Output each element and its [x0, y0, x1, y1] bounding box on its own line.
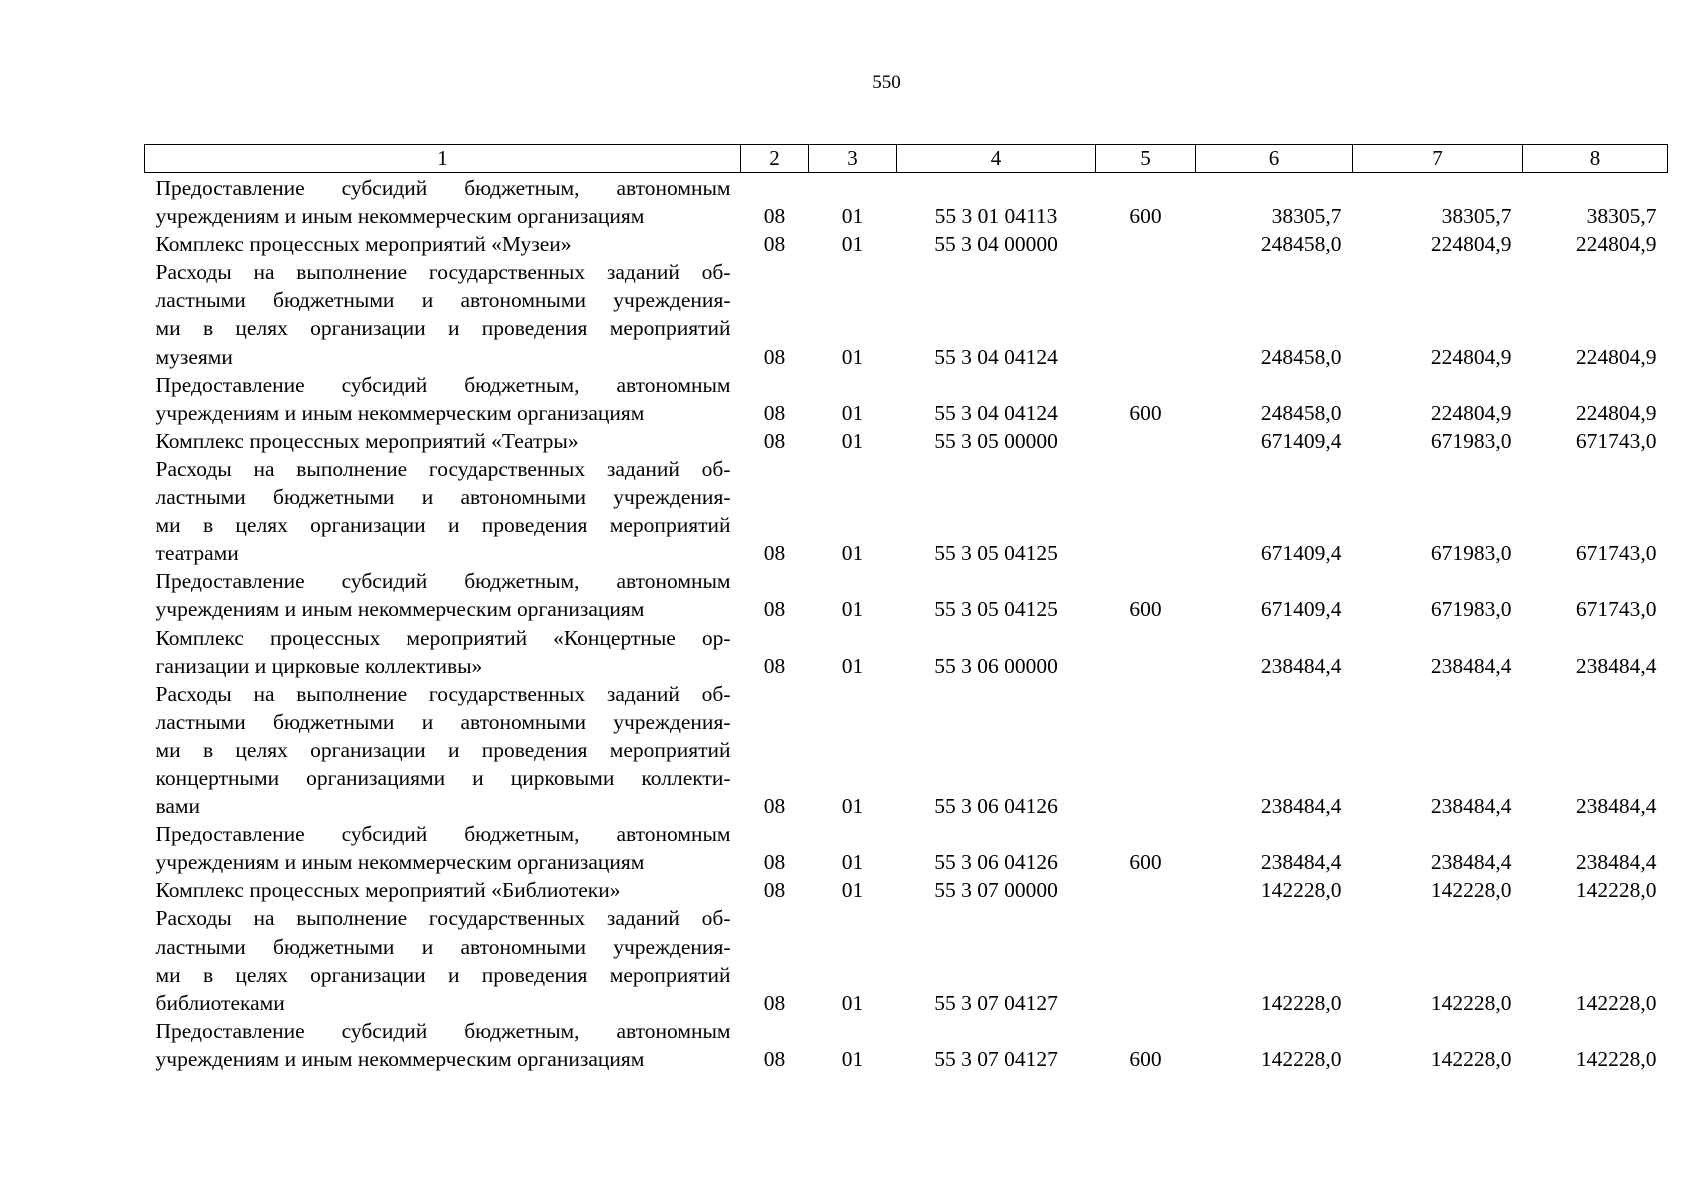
- item-name-line: ластными бюджетными и автономными учреждения-: [155, 709, 731, 734]
- expense-type-cell: [1096, 230, 1196, 258]
- item-name-line: музеями: [155, 344, 233, 369]
- table-row: [145, 904, 1668, 1016]
- amount-year1-cell: 238484,4: [1260, 850, 1342, 875]
- section-code-cell: 08: [763, 597, 786, 622]
- amount-year1-cell: 38305,7: [1271, 204, 1342, 229]
- subsection-code-cell: 01: [841, 794, 864, 819]
- header-col-7: 7: [1353, 145, 1523, 173]
- item-name-line: учреждениям и иным некоммерческим организациям: [155, 850, 645, 875]
- section-code-cell: 08: [763, 204, 786, 229]
- subsection-code-cell: 01: [841, 878, 864, 903]
- amount-year3-cell: 224804,9: [1575, 400, 1657, 425]
- amount-year3-cell: 238484,4: [1575, 794, 1657, 819]
- amount-year3-cell: 671743,0: [1575, 597, 1657, 622]
- amount-year2-cell: 38305,7: [1441, 204, 1512, 229]
- table-row: [145, 1017, 1668, 1073]
- expense-type-cell: 600: [1129, 400, 1162, 425]
- table-row: [145, 567, 1668, 623]
- item-name-line: Расходы на выполнение государственных заданий об-: [155, 456, 731, 481]
- item-name-line: Расходы на выполнение государственных заданий об-: [155, 681, 731, 706]
- item-name-cell: [145, 876, 741, 904]
- expense-type-cell: [1096, 455, 1196, 567]
- item-name-line: ластными бюджетными и автономными учреждения-: [155, 485, 731, 510]
- amount-year2-cell: 142228,0: [1430, 878, 1512, 903]
- header-row: [145, 145, 1668, 173]
- item-name-line: учреждениям и иным некоммерческим организациям: [155, 1046, 645, 1071]
- expense-type-cell: [1096, 904, 1196, 1016]
- item-name-cell: [145, 371, 741, 427]
- section-code-cell: 08: [763, 794, 786, 819]
- table-row: [145, 258, 1668, 370]
- target-article-cell: 55 3 06 00000: [934, 653, 1058, 678]
- subsection-code-cell: 01: [841, 232, 864, 257]
- item-name-cell: [145, 624, 741, 680]
- amount-year2-cell: 671983,0: [1430, 597, 1512, 622]
- budget-table: [144, 144, 1668, 1073]
- item-name-line: Комплекс процессных мероприятий «Библиотеки»: [155, 878, 621, 903]
- amount-year2-cell: 238484,4: [1430, 850, 1512, 875]
- amount-year1-cell: 248458,0: [1260, 232, 1342, 257]
- subsection-code-cell: 01: [841, 990, 864, 1015]
- table-row: [145, 876, 1668, 904]
- amount-year2-cell: 224804,9: [1430, 232, 1512, 257]
- amount-year3-cell: 142228,0: [1575, 878, 1657, 903]
- target-article-cell: 55 3 07 04127: [934, 990, 1058, 1015]
- table-row: [145, 371, 1668, 427]
- subsection-code-cell: 01: [841, 428, 864, 453]
- item-name-line: учреждениям и иным некоммерческим организациям: [155, 597, 645, 622]
- amount-year3-cell: 238484,4: [1575, 850, 1657, 875]
- amount-year3-cell: 142228,0: [1575, 990, 1657, 1015]
- section-code-cell: 08: [763, 878, 786, 903]
- expense-type-cell: [1096, 680, 1196, 820]
- subsection-code-cell: 01: [841, 344, 864, 369]
- item-name-line: ми в целях организации и проведения мероприятий: [155, 737, 731, 762]
- section-code-cell: 08: [763, 653, 786, 678]
- amount-year1-cell: 671409,4: [1260, 428, 1342, 453]
- table-row: [145, 624, 1668, 680]
- header-col-1: 1: [145, 145, 741, 173]
- section-code-cell: 08: [763, 850, 786, 875]
- subsection-code-cell: 01: [841, 400, 864, 425]
- amount-year3-cell: 238484,4: [1575, 653, 1657, 678]
- item-name-line: ластными бюджетными и автономными учреждения-: [155, 288, 731, 313]
- table-body: [145, 173, 1668, 1074]
- section-code-cell: 08: [763, 1046, 786, 1071]
- item-name-cell: [145, 173, 741, 231]
- amount-year2-cell: 224804,9: [1430, 344, 1512, 369]
- item-name-line: театрами: [155, 541, 239, 566]
- target-article-cell: 55 3 05 04125: [934, 541, 1058, 566]
- item-name-line: Предоставление субсидий бюджетным, автономным: [155, 372, 731, 397]
- expense-type-cell: 600: [1129, 850, 1162, 875]
- expense-type-cell: [1096, 876, 1196, 904]
- target-article-cell: 55 3 07 00000: [934, 878, 1058, 903]
- amount-year3-cell: 224804,9: [1575, 232, 1657, 257]
- expense-type-cell: 600: [1129, 1046, 1162, 1071]
- header-col-5: 5: [1096, 145, 1196, 173]
- target-article-cell: 55 3 04 00000: [934, 232, 1058, 257]
- item-name-cell: [145, 820, 741, 876]
- amount-year1-cell: 248458,0: [1260, 400, 1342, 425]
- target-article-cell: 55 3 05 04125: [934, 597, 1058, 622]
- table-row: [145, 230, 1668, 258]
- amount-year1-cell: 142228,0: [1260, 990, 1342, 1015]
- item-name-line: Предоставление субсидий бюджетным, автономным: [155, 1018, 731, 1043]
- amount-year2-cell: 142228,0: [1430, 1046, 1512, 1071]
- subsection-code-cell: 01: [841, 850, 864, 875]
- section-code-cell: 08: [763, 232, 786, 257]
- item-name-cell: [145, 230, 741, 258]
- item-name-line: Предоставление субсидий бюджетным, автономным: [155, 176, 731, 200]
- amount-year2-cell: 142228,0: [1430, 990, 1512, 1015]
- item-name-line: концертными организациями и цирковыми коллекти-: [155, 765, 731, 790]
- section-code-cell: 08: [763, 344, 786, 369]
- item-name-line: ми в целях организации и проведения мероприятий: [155, 316, 731, 341]
- table-row: [145, 427, 1668, 455]
- amount-year3-cell: 671743,0: [1575, 428, 1657, 453]
- item-name-line: ганизации и цирковые коллективы»: [155, 653, 483, 678]
- table-row: [145, 820, 1668, 876]
- page-number: 550: [872, 72, 901, 93]
- item-name-line: Комплекс процессных мероприятий «Музеи»: [155, 232, 572, 257]
- header-col-8: 8: [1523, 145, 1668, 173]
- item-name-cell: [145, 427, 741, 455]
- table-row: [145, 173, 1668, 231]
- item-name-line: Расходы на выполнение государственных заданий об-: [155, 906, 731, 931]
- section-code-cell: 08: [763, 400, 786, 425]
- item-name-line: учреждениям и иным некоммерческим организациям: [155, 400, 645, 425]
- item-name-cell: [145, 258, 741, 370]
- subsection-code-cell: 01: [841, 204, 864, 229]
- subsection-code-cell: 01: [841, 597, 864, 622]
- item-name-line: вами: [155, 794, 201, 819]
- item-name-line: ластными бюджетными и автономными учреждения-: [155, 934, 731, 959]
- amount-year3-cell: 224804,9: [1575, 344, 1657, 369]
- item-name-line: учреждениям и иным некоммерческим организациям: [155, 204, 645, 229]
- item-name-cell: [145, 567, 741, 623]
- expense-type-cell: 600: [1129, 597, 1162, 622]
- header-col-4: 4: [897, 145, 1096, 173]
- item-name-line: Предоставление субсидий бюджетным, автономным: [155, 569, 731, 594]
- subsection-code-cell: 01: [841, 1046, 864, 1071]
- amount-year1-cell: 671409,4: [1260, 597, 1342, 622]
- expense-type-cell: 600: [1129, 204, 1162, 229]
- expense-type-cell: [1096, 427, 1196, 455]
- subsection-code-cell: 01: [841, 653, 864, 678]
- amount-year1-cell: 142228,0: [1260, 1046, 1342, 1071]
- item-name-cell: [145, 904, 741, 1016]
- header-col-6: 6: [1196, 145, 1353, 173]
- target-article-cell: 55 3 04 04124: [934, 400, 1058, 425]
- item-name-cell: [145, 1017, 741, 1073]
- amount-year1-cell: 671409,4: [1260, 541, 1342, 566]
- amount-year1-cell: 238484,4: [1260, 794, 1342, 819]
- amount-year2-cell: 238484,4: [1430, 794, 1512, 819]
- item-name-cell: [145, 680, 741, 820]
- section-code-cell: 08: [763, 428, 786, 453]
- amount-year2-cell: 224804,9: [1430, 400, 1512, 425]
- table-row: [145, 455, 1668, 567]
- table-row: [145, 680, 1668, 820]
- item-name-line: Расходы на выполнение государственных заданий об-: [155, 260, 731, 285]
- amount-year1-cell: 142228,0: [1260, 878, 1342, 903]
- amount-year3-cell: 142228,0: [1575, 1046, 1657, 1071]
- item-name-line: ми в целях организации и проведения мероприятий: [155, 513, 731, 538]
- item-name-line: Комплекс процессных мероприятий «Театры»: [155, 428, 579, 453]
- section-code-cell: 08: [763, 990, 786, 1015]
- item-name-cell: [145, 455, 741, 567]
- item-name-line: Предоставление субсидий бюджетным, автономным: [155, 822, 731, 847]
- target-article-cell: 55 3 06 04126: [934, 794, 1058, 819]
- expense-type-cell: [1096, 624, 1196, 680]
- amount-year2-cell: 238484,4: [1430, 653, 1512, 678]
- amount-year1-cell: 248458,0: [1260, 344, 1342, 369]
- subsection-code-cell: 01: [841, 541, 864, 566]
- expense-type-cell: [1096, 258, 1196, 370]
- target-article-cell: 55 3 01 04113: [934, 204, 1058, 229]
- target-article-cell: 55 3 04 04124: [934, 344, 1058, 369]
- amount-year1-cell: 238484,4: [1260, 653, 1342, 678]
- amount-year3-cell: 38305,7: [1586, 204, 1657, 229]
- amount-year3-cell: 671743,0: [1575, 541, 1657, 566]
- amount-year2-cell: 671983,0: [1430, 428, 1512, 453]
- section-code-cell: 08: [763, 541, 786, 566]
- item-name-line: ми в целях организации и проведения мероприятий: [155, 962, 731, 987]
- target-article-cell: 55 3 07 04127: [934, 1046, 1058, 1071]
- item-name-line: Комплекс процессных мероприятий «Концертные ор-: [155, 625, 731, 650]
- header-col-2: 2: [741, 145, 809, 173]
- target-article-cell: 55 3 05 00000: [934, 428, 1058, 453]
- target-article-cell: 55 3 06 04126: [934, 850, 1058, 875]
- item-name-line: библиотеками: [155, 990, 285, 1015]
- amount-year2-cell: 671983,0: [1430, 541, 1512, 566]
- header-col-3: 3: [809, 145, 897, 173]
